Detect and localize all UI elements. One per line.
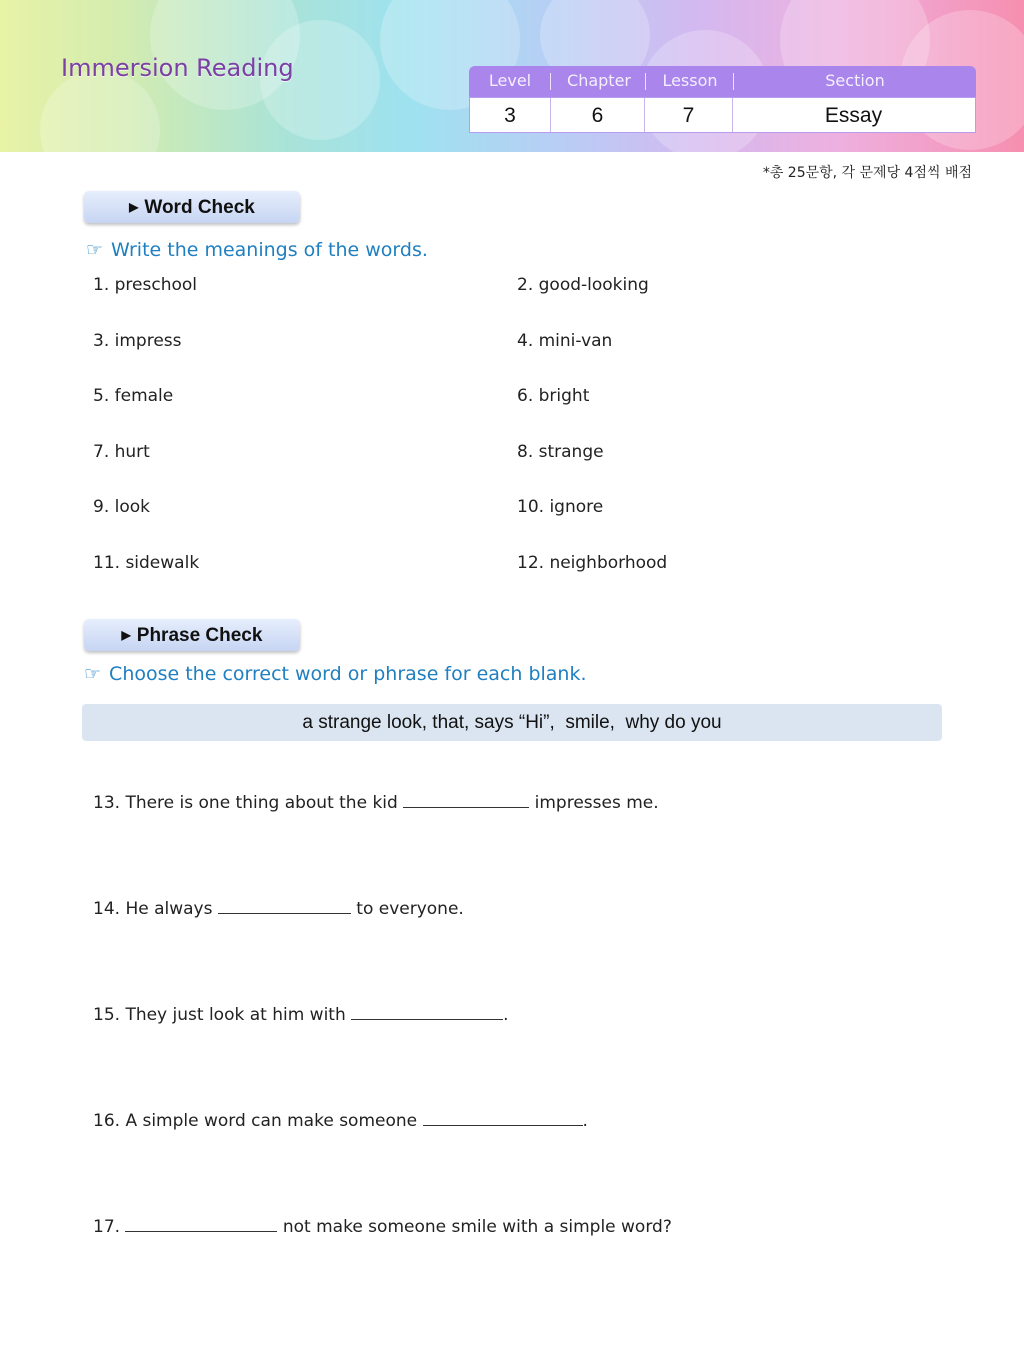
header-divider xyxy=(550,73,551,90)
header-divider xyxy=(645,73,646,90)
word-bank: a strange look, that, says “Hi”, smile, why do you xyxy=(82,704,942,741)
phrase-check-instruction xyxy=(84,663,587,685)
question-15 xyxy=(93,1003,509,1025)
list-item: 6. bright xyxy=(517,386,590,406)
section-value: Essay xyxy=(733,98,974,132)
triangle-right-icon: ▶ xyxy=(129,200,139,214)
question-14 xyxy=(93,897,464,919)
pointing-hand-icon: ☞ xyxy=(84,663,102,685)
question-13 xyxy=(93,791,659,813)
brand-logo: Immersion Reading xyxy=(61,54,294,82)
question-text: to everyone. xyxy=(350,899,464,919)
answer-blank[interactable] xyxy=(125,1215,277,1232)
lesson-label: Lesson xyxy=(662,71,718,90)
list-item: 9. look xyxy=(93,497,150,517)
question-text: . xyxy=(503,1005,509,1025)
answer-blank[interactable] xyxy=(218,897,351,914)
list-item: 1. preschool xyxy=(93,275,197,295)
phrase-check-instruction-text: Choose the correct word or phrase for each blank. xyxy=(109,663,587,685)
list-item: 3. impress xyxy=(93,331,182,351)
answer-blank[interactable] xyxy=(423,1109,583,1126)
list-item: 7. hurt xyxy=(93,442,150,462)
chapter-value: 6 xyxy=(551,98,645,132)
list-item: 2. good-looking xyxy=(517,275,649,295)
list-item: 5. female xyxy=(93,386,174,406)
question-text: 14. He always xyxy=(93,899,218,919)
word-check-heading xyxy=(84,191,300,223)
list-item: 10. ignore xyxy=(517,497,604,517)
word-check-title: Word Check xyxy=(144,197,255,218)
pointing-hand-icon: ☞ xyxy=(86,239,104,261)
question-text: 17. xyxy=(93,1217,126,1237)
score-note: *총 25문항, 각 문제당 4점씩 배점 xyxy=(762,165,972,181)
word-check-instruction xyxy=(86,239,428,261)
answer-blank[interactable] xyxy=(351,1003,503,1020)
question-16 xyxy=(93,1109,588,1131)
question-text: 13. There is one thing about the kid xyxy=(93,793,404,813)
question-text: . xyxy=(582,1111,588,1131)
lesson-value: 7 xyxy=(645,98,733,132)
triangle-right-icon: ▶ xyxy=(121,628,131,642)
level-label: Level xyxy=(488,71,532,90)
word-check-instruction-text: Write the meanings of the words. xyxy=(111,239,428,261)
question-text: not make someone smile with a simple word? xyxy=(277,1217,672,1237)
list-item: 12. neighborhood xyxy=(517,553,668,573)
list-item: 11. sidewalk xyxy=(93,553,200,573)
question-text: 15. They just look at him with xyxy=(93,1005,352,1025)
answer-blank[interactable] xyxy=(403,791,529,808)
list-item: 4. mini-van xyxy=(517,331,613,351)
phrase-check-title: Phrase Check xyxy=(136,625,263,646)
chapter-label: Chapter xyxy=(567,71,631,90)
list-item: 8. strange xyxy=(517,442,604,462)
phrase-check-heading xyxy=(84,619,300,651)
header-divider xyxy=(733,73,734,90)
question-text: 16. A simple word can make someone xyxy=(93,1111,423,1131)
question-text: impresses me. xyxy=(529,793,659,813)
level-value: 3 xyxy=(470,98,551,132)
question-17 xyxy=(93,1215,672,1237)
section-label: Section xyxy=(825,71,885,90)
